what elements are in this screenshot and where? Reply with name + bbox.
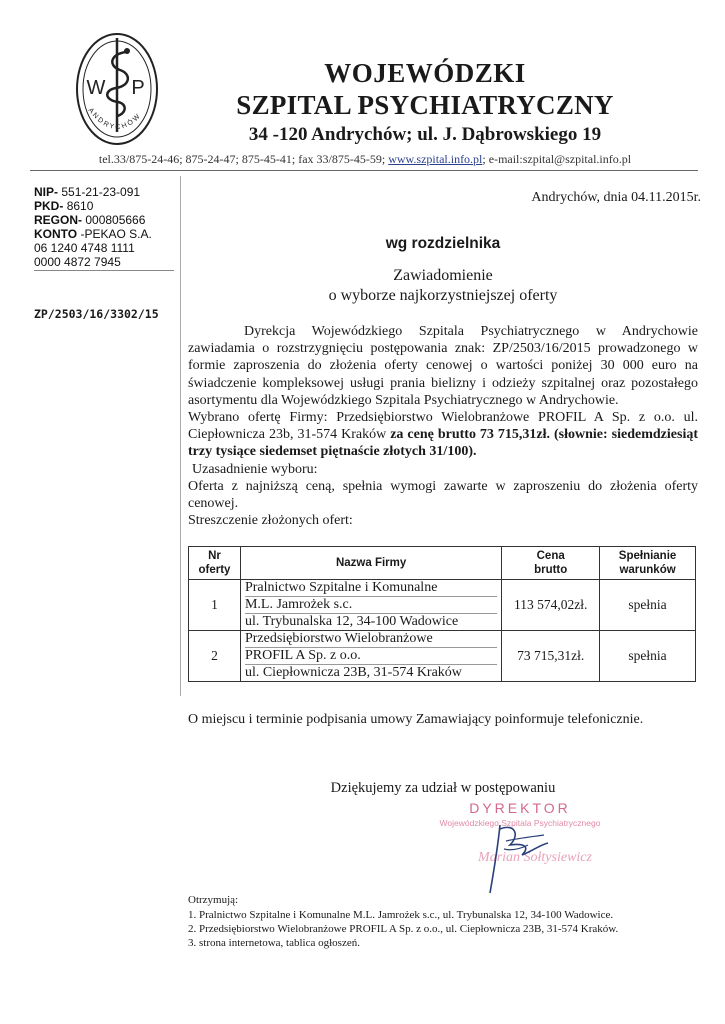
letterhead-line1: WOJEWÓDZKI — [324, 58, 526, 88]
reference-number: ZP/2503/16/3302/15 — [34, 307, 159, 321]
stamp-title: DYREKTOR — [469, 800, 571, 816]
letterhead-contact — [30, 152, 700, 167]
svg-text:ANDRYCHÓW — [87, 107, 143, 131]
contact-email: ; e-mail:szpital@szpital.info.pl — [482, 152, 632, 166]
letter-body — [188, 323, 698, 529]
company-identifiers: NIP- 551-21-23-091 PKD- 8610 REGON- 000805666 KONTO -PEKAO S.A. 06 1240 4748 1111 0000 4872 7945 — [34, 185, 152, 269]
list-item: 2. Przedsiębiorstwo Wielobranżowe PROFIL A Sp. z o.o., ul. Ciepłownicza 23B, 31-574 Kraków. — [188, 923, 619, 935]
subject-subtitle: o wyborze najkorzystniejszej oferty — [328, 287, 558, 304]
offers-table — [188, 546, 696, 682]
signing-info: O miejscu i terminie podpisania umowy Zamawiający poinformuje telefonicznie. — [188, 712, 644, 727]
table-row — [189, 631, 696, 682]
header-conditions: Spełnianie warunków — [600, 547, 696, 580]
recipient-line: wg rozdzielnika — [385, 235, 501, 252]
logo-ring-text: ANDRYCHÓW — [86, 107, 143, 132]
cell-status: spełnia — [600, 580, 696, 631]
logo-letter-p: P — [131, 77, 145, 99]
list-item: 1. Pralnictwo Szpitalne i Komunalne M.L. Jamrożek s.c., ul. Trybunalska 12, 34-100 Wadowice. — [188, 909, 614, 921]
table-header-row — [189, 547, 696, 580]
logo-letter-w: W — [86, 77, 106, 99]
letterhead-address: 34 -120 Andrychów; ul. J. Dąbrowskiego 19 — [248, 124, 602, 145]
letter-date: Andrychów, dnia 04.11.2015r. — [531, 190, 701, 205]
website-link[interactable]: www.szpital.info.pl — [388, 152, 483, 166]
cell-firm: Pralnictwo Szpitalne i Komunalne M.L. Jamrożek s.c. ul. Trybunalska 12, 34-100 Wadowice — [240, 580, 501, 631]
list-item: 3. strona internetowa, tablica ogłoszeń. — [188, 937, 360, 949]
body-paragraph-2: Wybrano ofertę Firmy: Przedsiębiorstwo Wielobranżowe PROFIL A Sp. z o.o. ul. Ciepłownicza 23b, 31-574 Kraków za cenę brutto 73 715,31zł. (słownie: siedemdziesiąt trzy tysiące siedemset piętnaście złotych 31/100). — [188, 410, 698, 460]
cell-nr: 1 — [189, 580, 241, 631]
sidebar-vertical-rule — [180, 176, 181, 696]
table-row — [189, 580, 696, 631]
contact-phone: tel.33/875-24-46; 875-24-47; 875-45-41; fax 33/875-45-59; — [98, 152, 386, 166]
stamp-name: Marian Sołtysiewicz — [478, 850, 592, 865]
subject-title: Zawiadomienie — [393, 267, 493, 284]
account-line1: 06 1240 4748 1111 — [34, 241, 135, 255]
account-line2: 0000 4872 7945 — [34, 255, 121, 269]
thanks-line: Dziękujemy za udział w postępowaniu — [330, 780, 556, 796]
recipients-list — [188, 908, 618, 950]
sidebar-divider — [34, 270, 174, 271]
header-nr: Nr oferty — [189, 547, 241, 580]
cell-nr: 2 — [189, 631, 241, 682]
cell-status: spełnia — [600, 631, 696, 682]
header-firm: Nazwa Firmy — [240, 547, 501, 580]
body-paragraph-1: Dyrekcja Wojewódzkiego Szpitala Psychiatrycznego w Andrychowie zawiadamia o rozstrzygnięciu postępowania znak: ZP/2503/16/2015 prowadzonego w formie zaproszenia do złożenia oferty cenowej o wartości poniżej 30 000 euro na świadczenie kompleksowej usługi prania bielizny i odzieży szpitalnej oraz pozostałego asortymentu dla Wojewódzkiego Szpitala Psychiatrycznego w Andrychowie. — [188, 324, 698, 408]
bank-name: -PEKAO S.A. — [80, 227, 152, 241]
header-divider — [30, 170, 698, 171]
letterhead-line2: SZPITAL PSYCHIATRYCZNY — [236, 90, 614, 120]
body-paragraph-5: Streszczenie złożonych ofert: — [188, 513, 353, 529]
stamp-subtitle: Wojewódzkiego Szpitala Psychiatrycznego — [439, 818, 601, 828]
cell-firm: Przedsiębiorstwo Wielobranżowe PROFIL A Sp. z o.o. ul. Ciepłownicza 23B, 31-574 Kraków — [240, 631, 501, 682]
pkd-value: 8610 — [66, 199, 94, 213]
hospital-logo — [74, 30, 160, 148]
header-price: Cena brutto — [502, 547, 600, 580]
recipients-title: Otrzymują: — [188, 894, 239, 906]
signature — [470, 815, 560, 895]
regon-value: 000805666 — [85, 213, 146, 227]
body-paragraph-4: Oferta z najniższą ceną, spełnia wymogi zawarte w zaproszeniu do złożenia oferty cenowej. — [188, 478, 698, 512]
cell-price: 113 574,02zł. — [502, 580, 600, 631]
nip-value: 551-21-23-091 — [61, 185, 141, 199]
body-paragraph-3: Uzasadnienie wyboru: — [192, 461, 318, 477]
cell-price: 73 715,31zł. — [502, 631, 600, 682]
